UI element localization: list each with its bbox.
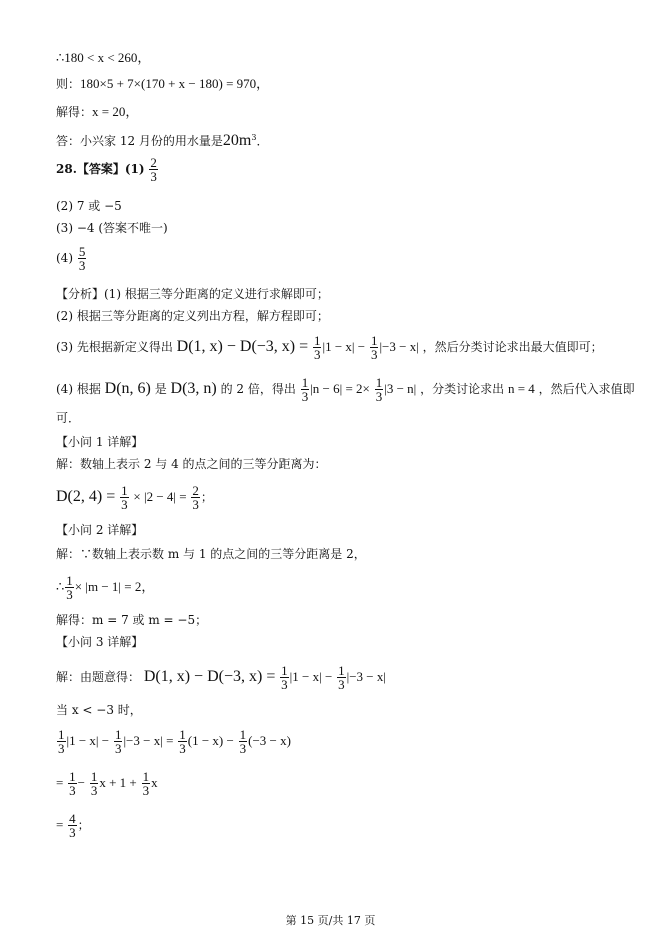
fraction-1-3: $\frac{1}{3}$: [375, 375, 383, 404]
analysis-2-text: (2) 根据三等分距离的定义列出方程，解方程即可；: [56, 309, 329, 323]
sub3-line-a: [56, 664, 386, 691]
line-solution: [56, 104, 138, 120]
equation-text: 180×5 + 7×(170 + x − 180) = 970，: [80, 76, 270, 91]
fraction-1-3: $\frac{1}{3}$: [66, 573, 73, 602]
q28-answer-3: [56, 220, 168, 236]
analysis-4: [56, 376, 635, 403]
sub2-title-text: 【小问 2 详解】: [56, 523, 144, 537]
sub2-title: [56, 522, 143, 538]
d-n-6: D(n, 6): [104, 380, 151, 397]
abs-1-minus-x: |1 − x| −: [289, 669, 333, 684]
analysis-4-end: 可．: [56, 411, 81, 425]
fraction-1-3: $\frac{1}{3}$: [281, 663, 288, 692]
page-footer: 第 15 页/共 17 页: [285, 914, 376, 927]
answer-unit: 20m: [222, 132, 252, 149]
sub3-a-math: D(1, x) − D(−3, x) =: [143, 668, 276, 685]
fraction-2-3: $\frac{2}{3}$: [192, 483, 199, 512]
step2-x: x: [151, 775, 158, 790]
fraction-5-3: $\frac{5}{3}$: [78, 244, 86, 273]
sub2-c-text: 解得：m = 7 或 m = −5；: [56, 613, 208, 627]
fraction-1-3: $\frac{1}{3}$: [90, 769, 98, 798]
fraction-1-3: $\frac{1}{3}$: [121, 483, 128, 512]
sub3-case-text: 当 x < −3 时，: [56, 703, 142, 717]
sub3-case: [56, 702, 142, 718]
then-label: 则：: [56, 77, 81, 91]
fraction-1-3: $\frac{1}{3}$: [313, 333, 321, 362]
analysis-3-math: D(1, x) − D(−3, x) =: [176, 338, 309, 355]
answer-3-text: (3) −4 (答案不唯一): [56, 221, 168, 235]
therefore: ∴: [56, 579, 65, 594]
abs-minus3-minus-x: |−3 − x|: [379, 339, 419, 354]
answer-period: ．: [256, 134, 269, 148]
line-inequality: [56, 50, 150, 66]
analysis-3: [56, 334, 603, 361]
sub1-end: ；: [200, 490, 213, 504]
fraction-1-3: $\frac{1}{3}$: [114, 727, 122, 756]
d-2-4: D(2, 4) =: [56, 488, 116, 505]
sub3-step-2: [56, 770, 158, 797]
line-equation: [56, 76, 269, 92]
analysis-4-times: 的 2 倍，得出: [220, 382, 296, 396]
fraction-1-3: $\frac{1}{3}$: [338, 663, 345, 692]
analysis-4-prefix: (4) 根据: [56, 382, 101, 396]
step2-minus: −: [77, 775, 86, 790]
step2-equals: =: [56, 775, 64, 790]
abs-n-minus-6: |n − 6| = 2×: [310, 381, 370, 396]
fraction-1-3: $\frac{1}{3}$: [58, 727, 65, 756]
analysis-1-text: 【分析】(1) 根据三等分距离的定义进行求解即可；: [56, 287, 329, 301]
sub3-a-prefix: 解：由题意得：: [56, 670, 141, 684]
step1-c: (1 − x) −: [187, 733, 234, 748]
abs-minus3-minus-x: |−3 − x|: [346, 669, 386, 684]
step1-d: (−3 − x): [248, 733, 291, 748]
analysis-4-classify: ，分类讨论求出: [420, 382, 505, 396]
abs-1-minus-x: |1 − x| −: [322, 339, 366, 354]
q28-answer-1: [56, 156, 159, 183]
d-3-n: D(3, n): [170, 380, 217, 397]
answer-2-text: (2) 7 或 −5: [56, 199, 122, 213]
analysis-3-suffix: ，然后分类讨论求出最大值即可；: [422, 340, 603, 354]
analysis-3-prefix: (3) 先根据新定义得出: [56, 340, 173, 354]
fraction-1-3: $\frac{1}{3}$: [69, 769, 76, 798]
analysis-4-suffix: ，然后代入求值即: [538, 382, 635, 396]
analysis-1: [56, 286, 329, 302]
step3-equals: =: [56, 817, 64, 832]
fraction-2-3: $\frac{2}{3}$: [150, 155, 157, 184]
sub2-a-text: 解：∵数轴上表示数 m 与 1 的点之间的三等分距离是 2，: [56, 547, 366, 561]
sub1-title: [56, 434, 143, 450]
solution-text: x = 20，: [92, 104, 139, 119]
step2-c: x + 1 +: [99, 775, 137, 790]
analysis-4-cont: [56, 410, 80, 426]
q28-label: 28.【答案】(1): [56, 162, 145, 176]
sub1-a-text: 解：数轴上表示 2 与 4 的点之间的三等分距离为：: [56, 457, 327, 471]
line-answer: [56, 130, 268, 149]
step3-end: ；: [77, 818, 90, 832]
abs-3-minus-n: |3 − n|: [384, 381, 417, 396]
answer-4-label: (4): [56, 251, 73, 265]
sub3-title: [56, 634, 143, 650]
step1-a: |1 − x| −: [66, 733, 110, 748]
q28-answer-2: [56, 198, 122, 214]
solve-label: 解得：: [56, 105, 93, 119]
sub1-title-text: 【小问 1 详解】: [56, 435, 144, 449]
fraction-1-3: $\frac{1}{3}$: [142, 769, 150, 798]
sub1-line-a: [56, 456, 327, 472]
sub3-step-1: [56, 728, 291, 755]
sub2-line-a: [56, 546, 366, 562]
analysis-4-is: 是: [154, 382, 167, 396]
analysis-2: [56, 308, 329, 324]
fraction-1-3: $\frac{1}{3}$: [239, 727, 247, 756]
fraction-1-3: $\frac{1}{3}$: [370, 333, 378, 362]
sub1-line-b: [56, 484, 213, 511]
sub3-title-text: 【小问 3 详解】: [56, 635, 144, 649]
n-equals-4: n = 4: [507, 381, 535, 396]
sub2-line-b: [56, 574, 154, 601]
sub3-step-3: [56, 812, 90, 839]
answer-text: 答：小兴家 12 月份的用水量是: [56, 134, 223, 148]
abs-2-minus-4: × |2 − 4| =: [133, 489, 187, 504]
fraction-4-3: $\frac{4}{3}$: [69, 811, 76, 840]
q28-answer-4: [56, 245, 87, 272]
fraction-1-3: $\frac{1}{3}$: [301, 375, 309, 404]
unit-exponent: 3: [251, 133, 257, 142]
inequality-text: ∴180 < x < 260，: [56, 50, 151, 65]
sub2-line-c: [56, 612, 207, 628]
step1-b: |−3 − x| =: [123, 733, 174, 748]
fraction-1-3: $\frac{1}{3}$: [179, 727, 186, 756]
abs-m-minus-1: × |m − 1| = 2，: [74, 579, 155, 594]
